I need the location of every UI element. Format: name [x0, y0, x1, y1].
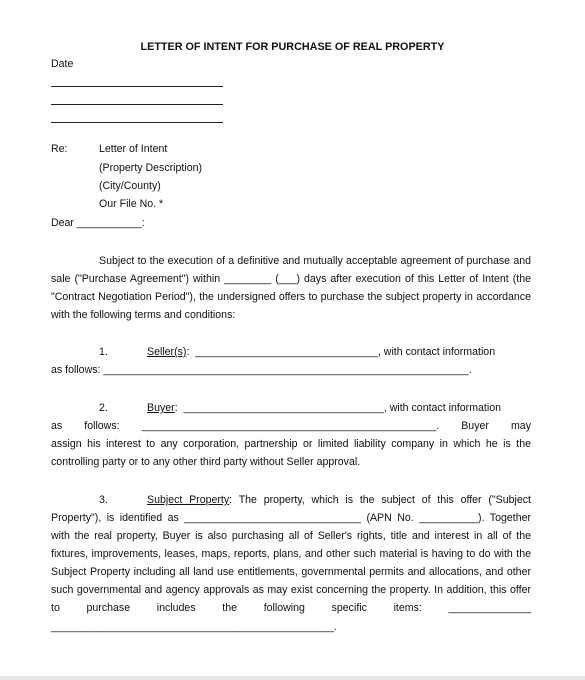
re-label: Re: — [51, 143, 68, 155]
item-3-line-7: to purchase includes the following specific items: ______________ — [51, 602, 531, 614]
item-1-line-2: as follows: ______________________________________________________________. — [51, 364, 472, 376]
item-2-line-4: controlling party or to any other third party without Seller approval. — [51, 456, 361, 468]
address-line-1 — [51, 86, 223, 87]
date-label: Date — [51, 58, 74, 70]
item-3-line-3: with the real property, Buyer is also purchasing all of Seller's rights, title and interest in all of the — [51, 530, 531, 542]
item-2-line-2: as follows: __________________________________________________. Buyer may — [51, 420, 531, 432]
item-3-line-8: ________________________________________________. — [51, 621, 337, 633]
item-3-number: 3. — [99, 494, 108, 506]
item-2-line-3: assign his interest to any corporation, partnership or limited liability company in which he is the — [51, 438, 531, 450]
item-1-number: 1. — [99, 346, 108, 358]
item-3-line-5: Subject Property including all land use entitlements, governmental permits and allocations, and other — [51, 566, 531, 578]
item-3-line-1-rest: : The property, which is the subject of this offer ("Subject — [229, 494, 531, 506]
item-1-line-1-rest: : _______________________________, with contact information — [186, 346, 496, 358]
intro-line-2: sale ("Purchase Agreement") within ________ (___) days after execution of this Letter of Intent (the — [51, 273, 531, 285]
item-3-line-4: fixtures, improvements, leases, maps, reports, plans, and other such material is having to do with the — [51, 548, 531, 560]
document-title: LETTER OF INTENT FOR PURCHASE OF REAL PROPERTY — [140, 41, 445, 53]
item-2-number: 2. — [99, 402, 108, 414]
address-line-2 — [51, 104, 223, 105]
item-3-line-6: such governmental and agency approvals as may exist concerning the property. In addition, this offer — [51, 584, 531, 596]
item-3-line-1 — [147, 494, 531, 506]
intro-line-3: "Contract Negotiation Period"), the undersigned offers to purchase the subject property in accordance — [51, 291, 531, 303]
address-line-3 — [51, 122, 223, 123]
intro-line-4: with the following terms and conditions: — [51, 309, 236, 321]
item-2-line-1 — [147, 402, 531, 414]
item-1-heading: Seller(s) — [147, 346, 187, 358]
intro-line-1: Subject to the execution of a definitive and mutually acceptable agreement of purchase and — [99, 255, 531, 267]
item-3-heading: Subject Property — [147, 494, 230, 506]
re-line-2: (Property Description) — [99, 162, 203, 174]
re-line-4: Our File No. * — [99, 198, 164, 210]
re-line-1: Letter of Intent — [99, 143, 168, 155]
item-2-line-1-rest: : __________________________________, with contact information — [174, 402, 502, 414]
re-line-3: (City/County) — [99, 180, 161, 192]
item-2-heading: Buyer — [147, 402, 175, 414]
item-3-line-2: Property"), is identified as ______________________________ (APN No. __________). Together — [51, 512, 531, 524]
item-1-line-1 — [147, 346, 531, 358]
salutation: Dear ___________: — [51, 217, 145, 229]
page-bottom-edge — [0, 676, 585, 680]
